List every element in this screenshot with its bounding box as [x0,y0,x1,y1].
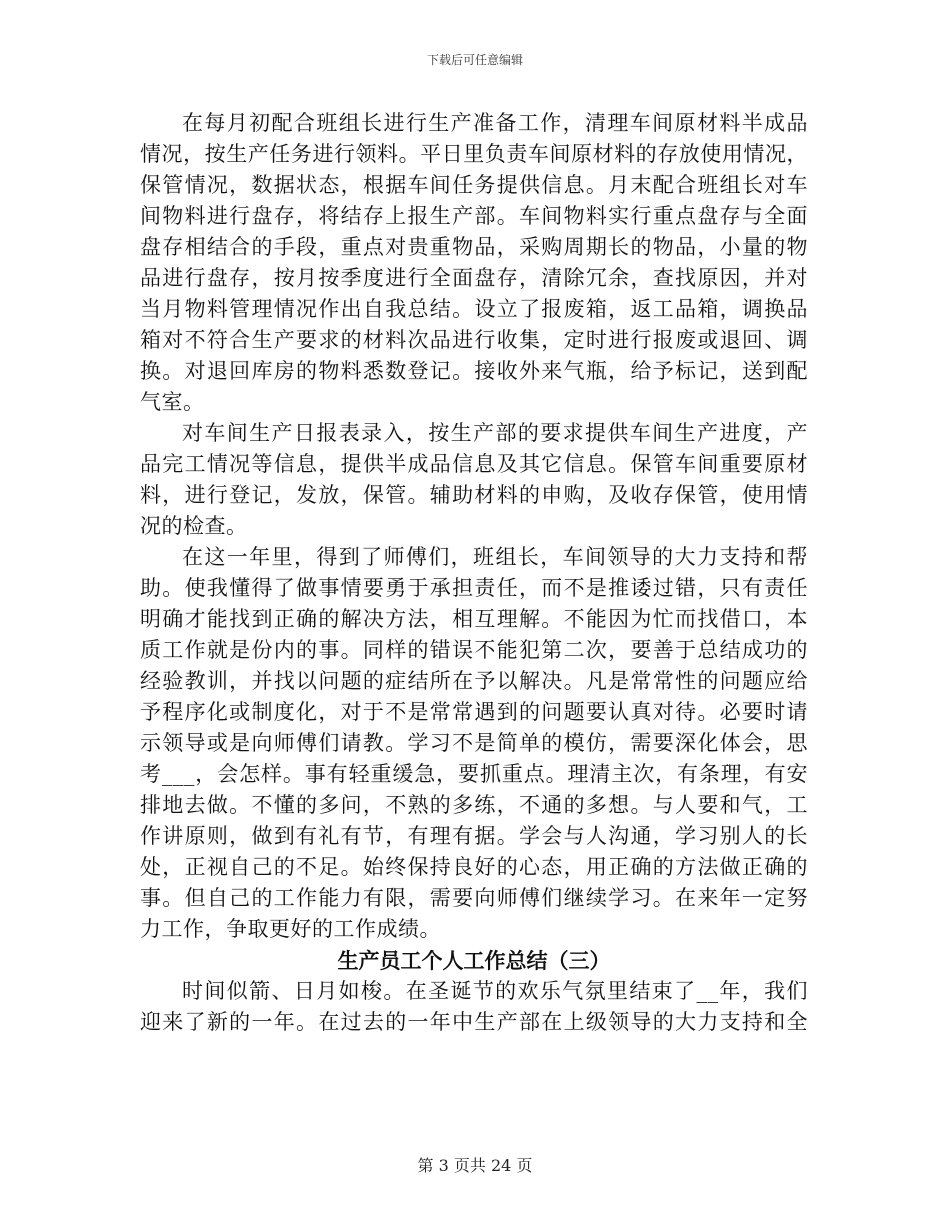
paragraph-new-year [140,976,808,1038]
paragraph-material-management [140,108,808,418]
text-line: 盘存相结合的手段，重点对贵重物品，采购周期长的物品，小量的物 [140,235,808,259]
text-line: 保管情况，数据状态，根据车间任务提供信息。月末配合班组长对车 [140,173,808,197]
text-line: 品完工情况等信息，提供半成品信息及其它信息。保管车间重要原材 [140,452,808,476]
paragraph-daily-report [140,418,808,542]
section-title: 生产员工个人工作总结（三） [337,948,611,973]
text-line: 当月物料管理情况作出自我总结。设立了报废箱，返工品箱，调换品 [140,297,808,321]
text-line: 排地去做。不懂的多问，不熟的多练，不通的多想。与人要和气，工 [140,793,808,817]
page-header: 下载后可任意编辑 [426,53,523,67]
text-line: 换。对退回库房的物料悉数登记。接收外来气瓶，给予标记，送到配 [140,359,808,383]
text-line: 力工作，争取更好的工作成绩。 [140,917,441,941]
page-footer: 第 3 页共 24 页 [417,1156,533,1175]
text-line: 事。但自己的工作能力有限，需要向师傅们继续学习。在来年一定努 [140,886,808,910]
paragraph-year-reflection [140,542,808,945]
text-line: 品进行盘存，按月按季度进行全面盘存，清除冗余，查找原因，并对 [140,266,808,290]
text-line: 时间似箭、日月如梭。在圣诞节的欢乐气氛里结束了__年，我们 [182,979,808,1003]
text-line: 予程序化或制度化，对于不是常常遇到的问题要认真对待。必要时请 [140,700,808,724]
text-line: 气室。 [140,390,205,414]
text-line: 考___，会怎样。事有轻重缓急，要抓重点。理清主次，有条理，有安 [140,762,808,786]
text-line: 对车间生产日报表录入，按生产部的要求提供车间生产进度，产 [182,421,808,445]
text-line: 示领导或是向师傅们请教。学习不是简单的模仿，需要深化体会，思 [140,731,808,755]
text-line: 处，正视自己的不足。始终保持良好的心态，用正确的方法做正确的 [140,855,808,879]
text-line: 经验教训，并找以问题的症结所在予以解决。凡是常常性的问题应给 [140,669,808,693]
text-line: 箱对不符合生产要求的材料次品进行收集，定时进行报废或退回、调 [140,328,808,352]
text-line: 况的检查。 [140,514,248,538]
text-line: 助。使我懂得了做事情要勇于承担责任，而不是推诿过错，只有责任 [140,576,808,600]
text-line: 质工作就是份内的事。同样的错误不能犯第二次，要善于总结成功的 [140,638,808,662]
text-line: 间物料进行盘存，将结存上报生产部。车间物料实行重点盘存与全面 [140,204,808,228]
text-line: 迎来了新的一年。在过去的一年中生产部在上级领导的大力支持和全 [140,1010,808,1034]
text-line: 在每月初配合班组长进行生产准备工作，清理车间原材料半成品 [182,111,808,135]
text-line: 情况，按生产任务进行领料。平日里负责车间原材料的存放使用情况， [140,142,808,166]
text-line: 作讲原则，做到有礼有节，有理有据。学会与人沟通，学习别人的长 [140,824,808,848]
text-line: 料，进行登记，发放，保管。辅助材料的申购，及收存保管，使用情 [140,483,808,507]
text-line: 在这一年里，得到了师傅们，班组长，车间领导的大力支持和帮 [182,545,808,569]
text-line: 明确才能找到正确的解决方法，相互理解。不能因为忙而找借口，本 [140,607,808,631]
document-body [140,108,808,1038]
